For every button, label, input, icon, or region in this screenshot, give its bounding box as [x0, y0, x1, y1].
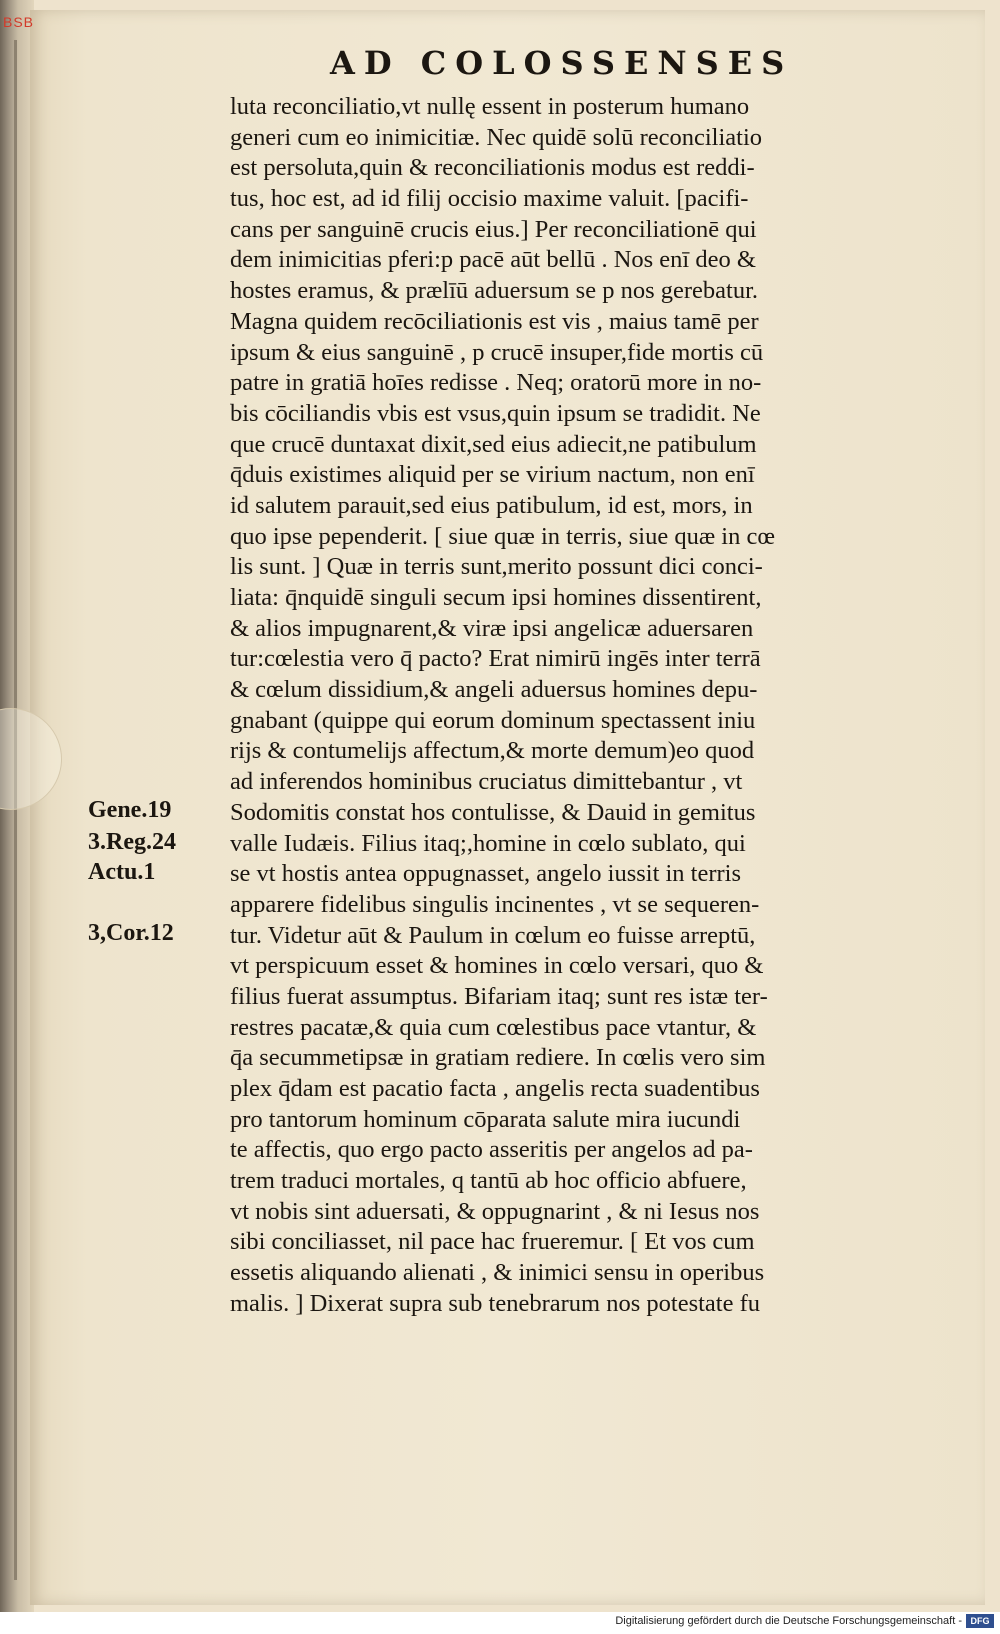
- text-line: bis cōciliandis vbis est vsus,quin ipsum se tradidit. Ne: [230, 399, 761, 427]
- marginal-note: Gene.19: [88, 797, 172, 823]
- text-line: q̄duis existimes aliquid per se virium nactum, non enī: [230, 461, 755, 489]
- text-line: q̄a secummetipsæ in gratiam rediere. In cœlis vero sim: [230, 1044, 766, 1072]
- text-line: lis sunt. ] Quæ in terris sunt,merito possunt dici conci-: [230, 553, 763, 581]
- text-line: filius fuerat assumptus. Bifariam itaq; sunt res istæ ter-: [230, 982, 768, 1010]
- text-line: cans per sanguinē crucis eius.] Per reconciliationē qui: [230, 215, 757, 243]
- text-line: apparere fidelibus singulis incinentes , vt se sequeren-: [230, 890, 760, 918]
- text-line: gnabant (quippe qui eorum dominum spectassent iniu: [230, 706, 756, 734]
- text-line: rijs & contumelijs affectum,& morte demum)eo quod: [230, 737, 755, 765]
- text-line: te affectis, quo ergo pacto asseritis per angelos ad pa-: [230, 1136, 753, 1164]
- text-line: tus, hoc est, ad id filij occisio maxime valuit. [pacifi-: [230, 185, 749, 213]
- text-line: est persoluta,quin & reconciliationis modus est reddi-: [230, 154, 755, 182]
- text-line: que crucē duntaxat dixit,sed eius adiecit,ne patibulum: [230, 430, 757, 458]
- text-line: id salutem parauit,sed eius patibulum, id est, mors, in: [230, 491, 753, 519]
- text-line: generi cum eo inimicitiæ. Nec quidē solū reconciliatio: [230, 123, 763, 151]
- text-line: Sodomitis constat hos contulisse, & Dauid in gemitus: [230, 798, 756, 826]
- text-line: ad inferendos hominibus cruciatus dimittebantur , vt: [230, 768, 743, 796]
- text-line: dem inimicitias pferi:p pacē aūt bellū . Nos enī deo &: [230, 246, 756, 274]
- running-head: AD COLOSSENSES: [330, 44, 794, 82]
- marginal-note: 3,Cor.12: [88, 920, 174, 946]
- text-line: essetis aliquando alienati , & inimici sensu in operibus: [230, 1259, 765, 1287]
- text-line: tur:cœlestia vero q̄ pacto? Erat nimirū ingēs inter terrā: [230, 645, 761, 673]
- dfg-logo: DFG: [966, 1614, 994, 1628]
- marginal-note: Actu.1: [88, 859, 156, 885]
- text-line: patre in gratiā hoīes redisse . Neq; oratorū more in no-: [230, 369, 762, 397]
- text-line: se vt hostis antea oppugnasset, angelo iussit in terris: [230, 860, 742, 888]
- text-line: restres pacatæ,& quia cum cœlestibus pace vtantur, &: [230, 1013, 757, 1041]
- library-mark: BSB: [3, 14, 35, 30]
- text-line: liata: q̄nquidē singuli secum ipsi homines dissentirent,: [230, 584, 762, 611]
- text-line: malis. ] Dixerat supra sub tenebrarum nos potestate fu: [230, 1289, 761, 1317]
- text-line: & alios impugnarent,& viræ ipsi angelicæ aduersaren: [230, 614, 754, 642]
- text-line: vt nobis sint aduersati, & oppugnarint , & ni Iesus nos: [230, 1197, 760, 1225]
- text-line: pro tantorum hominum cōparata salute mira iucundi: [230, 1105, 741, 1133]
- text-line: vt perspicuum esset & homines in cœlo versari, quo &: [230, 952, 764, 980]
- text-line: plex q̄dam est pacatio facta , angelis recta suadentibus: [230, 1075, 760, 1102]
- text-line: sibi conciliasset, nil pace hac frueremur. [ Et vos cum: [230, 1228, 755, 1256]
- body-text: [230, 92, 930, 1320]
- text-line: tur. Videtur aūt & Paulum in cœlum eo fuisse arreptū,: [230, 921, 756, 949]
- text-line: hostes eramus, & prælīū aduersum se p nos gerebatur.: [230, 277, 759, 305]
- text-line: quo ipse pependerit. [ siue quæ in terris, siue quæ in cœ: [230, 522, 776, 550]
- text-line: valle Iudæis. Filius itaq;,homine in cœlo sublato, qui: [230, 829, 746, 857]
- text-line: & cœlum dissidium,& angeli aduersus homines depu-: [230, 676, 758, 704]
- marginal-note: 3.Reg.24: [88, 829, 176, 855]
- binding-edge: [14, 40, 17, 1580]
- text-line: trem traduci mortales, q tantū ab hoc officio abfuere,: [230, 1167, 747, 1195]
- text-line: ipsum & eius sanguinē , p crucē insuper,fide mortis cū: [230, 338, 764, 366]
- text-line: luta reconciliatio,vt nullę essent in posterum humano: [230, 93, 750, 120]
- footer-credit: Digitalisierung gefördert durch die Deutsche Forschungsgemeinschaft -: [615, 1615, 962, 1627]
- text-line: Magna quidem recōciliationis est vis , maius tamē per: [230, 307, 759, 335]
